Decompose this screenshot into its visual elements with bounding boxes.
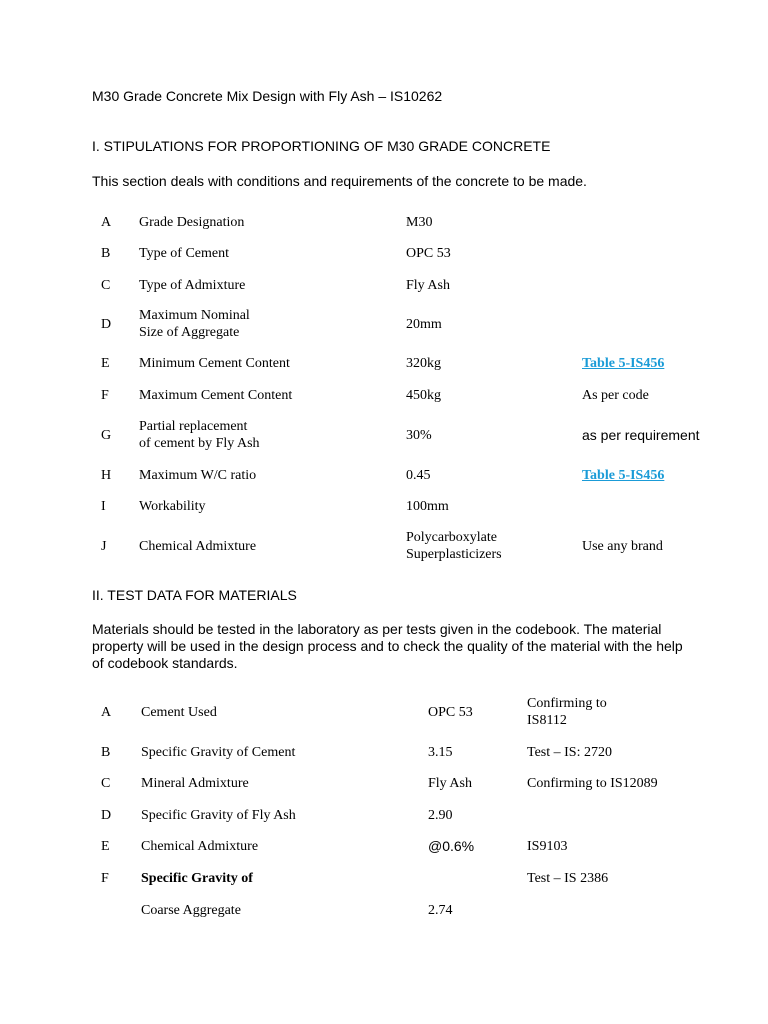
row-label: Cement Used: [141, 704, 217, 720]
section-1-intro: This section deals with conditions and requirements of the concrete to be made.: [92, 173, 587, 189]
row-letter: B: [101, 245, 111, 261]
row-label: Type of Admixture: [139, 277, 246, 293]
row-reference: Test – IS: 2720: [527, 744, 612, 760]
row-letter: D: [101, 316, 112, 332]
row-value: 320kg: [406, 355, 441, 371]
row-label: Type of Cement: [139, 245, 229, 261]
row-value: Fly Ash: [406, 277, 450, 293]
row-letter: F: [101, 870, 109, 886]
table-reference-link[interactable]: Table 5-IS456: [582, 467, 665, 483]
row-value: OPC 53: [406, 245, 451, 261]
row-value: 2.90: [428, 807, 453, 823]
row-letter: D: [101, 807, 112, 823]
row-value: @0.6%: [428, 837, 475, 854]
row-letter: B: [101, 744, 111, 760]
document-title: M30 Grade Concrete Mix Design with Fly Ash – IS10262: [92, 88, 443, 104]
row-value: M30: [406, 214, 433, 230]
section-2-intro: Materials should be tested in the laboratory as per tests given in the codebook. The material property will be used in the design process and to check the quality of the material with the help of codebook standards.: [92, 621, 683, 671]
row-reference: Test – IS 2386: [527, 870, 609, 886]
row-letter: E: [101, 838, 110, 854]
row-letter: H: [101, 467, 112, 483]
row-value: 2.74: [428, 902, 453, 918]
row-value: Fly Ash: [428, 775, 472, 791]
row-letter: I: [101, 498, 106, 514]
row-reference: as per requirement: [582, 426, 700, 443]
row-label: Maximum Cement Content: [139, 387, 293, 403]
row-label: Specific Gravity of: [141, 870, 253, 886]
row-letter: E: [101, 355, 110, 371]
row-reference: Use any brand: [582, 538, 663, 554]
row-label: Grade Designation: [139, 214, 245, 230]
row-letter: G: [101, 427, 112, 443]
row-reference: IS9103: [527, 838, 568, 854]
row-letter: A: [101, 214, 112, 230]
row-letter: A: [101, 704, 112, 720]
row-label: Partial replacement of cement by Fly Ash: [139, 419, 260, 451]
row-label: Maximum W/C ratio: [139, 467, 257, 483]
row-reference: Confirming to IS12089: [527, 775, 658, 791]
row-letter: C: [101, 775, 111, 791]
row-value: Polycarboxylate Superplasticizers: [406, 530, 502, 562]
row-label: Maximum Nominal Size of Aggregate: [139, 308, 250, 340]
section-1-heading: I. STIPULATIONS FOR PROPORTIONING OF M30 GRADE CONCRETE: [92, 138, 551, 154]
row-letter: J: [101, 538, 107, 554]
row-letter: C: [101, 277, 111, 293]
row-value: OPC 53: [428, 704, 473, 720]
row-value: 100mm: [406, 498, 449, 514]
row-reference: Confirming to IS8112: [527, 696, 607, 728]
row-label: Chemical Admixture: [139, 538, 257, 554]
row-label: Workability: [139, 498, 206, 514]
row-label: Mineral Admixture: [141, 775, 249, 791]
row-value: 20mm: [406, 316, 442, 332]
row-reference: As per code: [582, 387, 649, 403]
row-value: 3.15: [428, 744, 453, 760]
row-label: Specific Gravity of Cement: [141, 744, 296, 760]
table-reference-link[interactable]: Table 5-IS456: [582, 355, 665, 371]
row-label: Chemical Admixture: [141, 838, 259, 854]
row-value: 30%: [406, 427, 432, 443]
row-letter: F: [101, 387, 109, 403]
row-label: Minimum Cement Content: [139, 355, 290, 371]
row-value: 0.45: [406, 467, 431, 483]
row-value: 450kg: [406, 387, 441, 403]
row-label: Specific Gravity of Fly Ash: [141, 807, 296, 823]
row-label: Coarse Aggregate: [141, 902, 241, 918]
section-2-heading: II. TEST DATA FOR MATERIALS: [92, 587, 297, 603]
